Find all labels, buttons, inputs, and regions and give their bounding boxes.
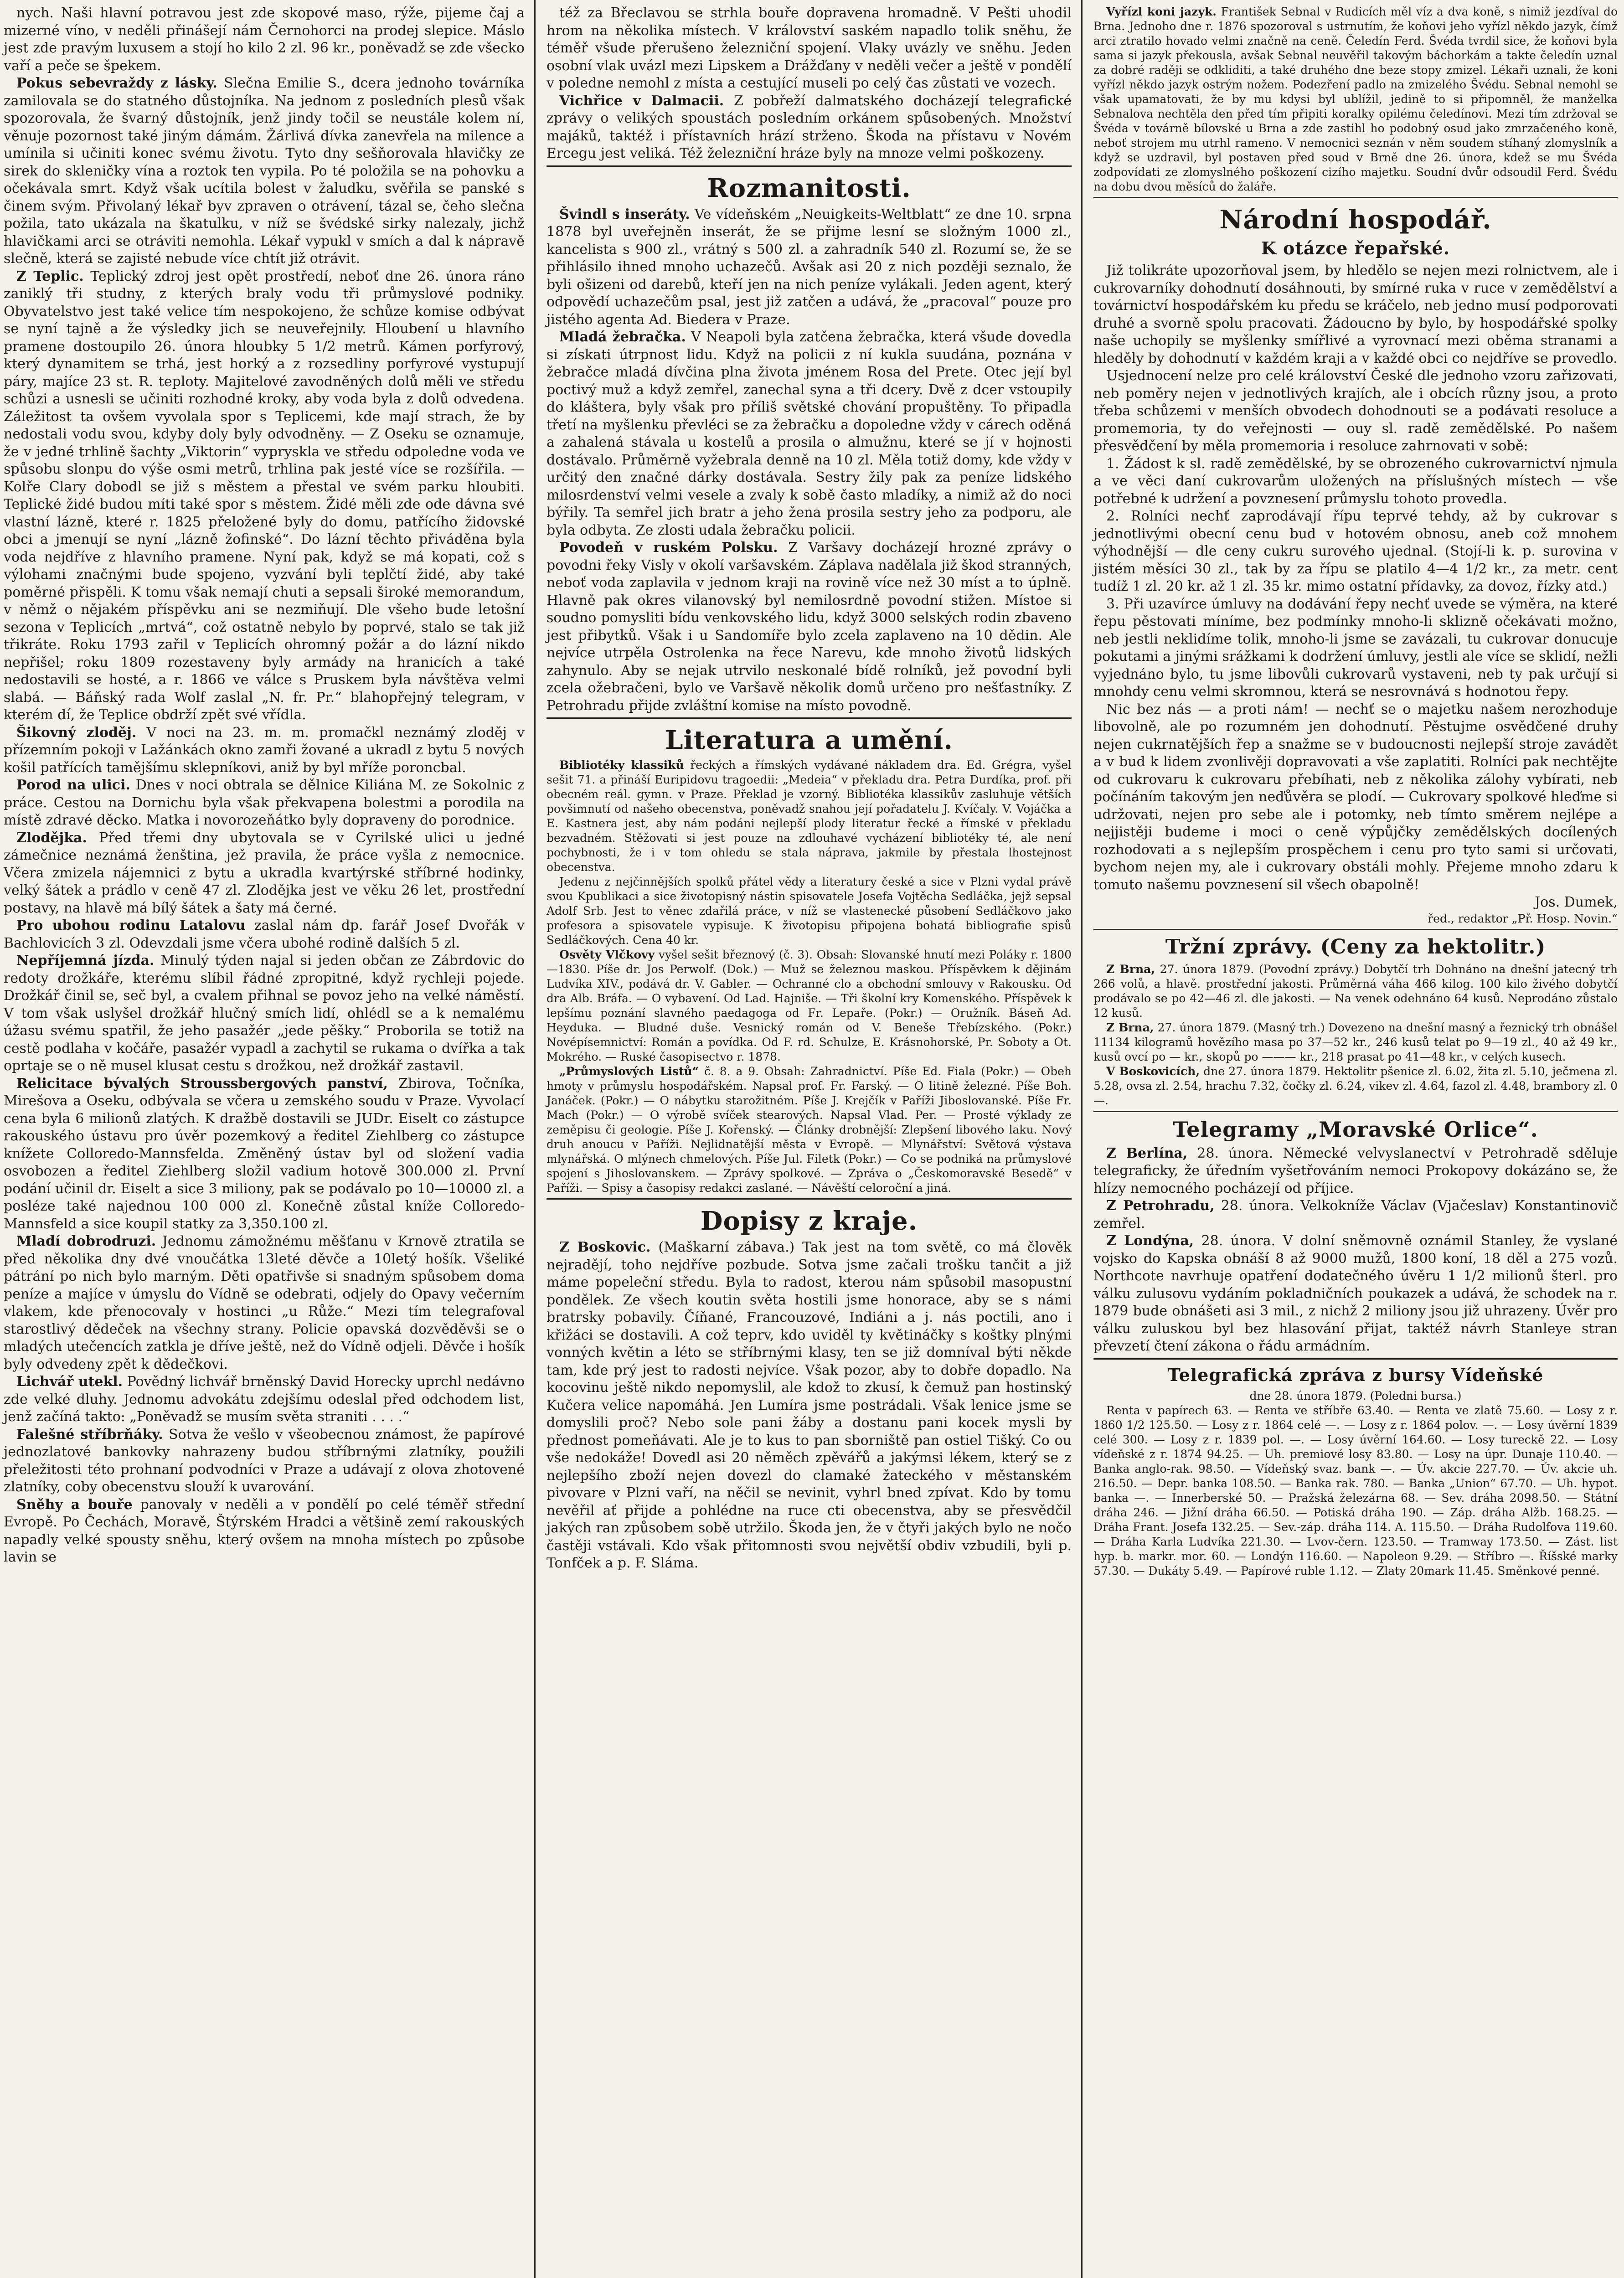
- section-divider: [1093, 1111, 1618, 1112]
- column-divider: [1081, 0, 1083, 2278]
- author-signature: Jos. Dumek,: [1535, 894, 1618, 910]
- news-item: [4, 75, 525, 268]
- news-item-headline: Mladí dobrodruzi.: [16, 1233, 156, 1249]
- news-item-text: vyšel sešit březnový (č. 3). Obsah: Slovanské hnutí mezi Poláky r. 1800—1830. Píše dr. Jos Perwolf. (Dok.) — Muž se železnou maskou. Příspěvkem k dějinám Ludvíka XIV., podává dr. V. Gabler. — Ochranné clo a obchodní smlouvy v Rakousku. Od dra Alb. Bráfa. — O vybavení. Od Lad. Hajniše. — Tři školní kry Komenského. Příspěvek k lepšímu poznání slavného paedagoga od Fr. Lepaře. (Pokr.) — Oružník. Báseň Ad. Heyduka. — Bludné duše. Vesnický román od V. Beneše Třebízského. (Pokr.) Novépísemnictví: Román a povídka. Od F. rd. Schulze, E. Krásnohorské, Pr. Soboty a Ot. Mokrého. — Ruské časopisectvo r. 1878.: [546, 948, 1072, 1063]
- article-subtitle: K otázce řepařské.: [1261, 238, 1450, 258]
- news-item-headline: Sněhy a bouře: [16, 1496, 133, 1513]
- news-item-text: Minulý týden najal si jeden občan ze Zábrdovic do redoty drožkáře, kterému slíbil řádné zpropitné, když rychleji pojede. Drožkář činil se, seč byl, a cvalem přihnal se povoz jeho na velké náměstí. V tom však uslyšel drožkář hlučný smích lidí, ohlédl se a k nemalému úžasu svému spatřil, že jeho pasažér „jede pěšky.“ Proborila se totiž na cestě podlaha v kočáře, pasažér vypadl a zachytil se rukama o dvířka a tak oprtaje se o ně musel klusat cestu s drožkou, než drožkář zastavil.: [4, 953, 525, 1074]
- section-title-stock-exchange: Telegrafická zpráva z bursy Vídeňské: [1167, 1364, 1544, 1385]
- news-item: [4, 5, 525, 75]
- news-item: [4, 917, 525, 952]
- news-item-text: č. 8. a 9. Obsah: Zahradnictví. Píše Ed. Fiala (Pokr.) — Obeh hmoty v průmyslu hospodářském. Napsal prof. Fr. Farský. — O litině železné. Píše Boh. Janáček. (Pokr.) — O nábytku starožitném. Píše J. Krejčík v Paříži Jiboslovanské. Píše Fr. Mach (Pokr.) — O výrobě svíček stearových. Napsal Vlad. Per. — Prosté výklady ze zeměpisu či geologie. Píše J. Kořenský. — Články drobnější: Zlepšení libového laku. Nový druh anoucu v Paříži. Nejlidnatější města v Evropě. — Mlynářství: Světová výstava mlynářská. O mlýnech chmelových. Píše Jul. Filetk (Pokr.) — Co se podniká na průmyslové spojení s Jihoslovanskem. — Zprávy spolkové. — Zpráva o „Českomoravské Besedě“ v Paříži. — Spisy a časopisy redakci zaslané. — Návěští celoroční a jiná.: [546, 1065, 1072, 1195]
- news-item-text: Před třemi dny ubytovala se v Cyrilské ulici u jedné zámečnice neznámá ženština, jež pravila, že práce vyšla z nemocnice. Včera zmizela nájemnici z bytu a ukradla kvartýrské stříbrné hodinky, velký šátek a prádlo v ceně 47 zl. Zlodějka jest ve věku 26 let, prostřední postavy, na hlavě má bílý šátek a šaty má černé.: [4, 830, 525, 916]
- news-item-headline: Povodeň v ruském Polsku.: [559, 540, 778, 556]
- section-title-literature: Literatura a umění.: [665, 725, 953, 755]
- news-item: [4, 268, 525, 724]
- section-divider: [546, 165, 1072, 167]
- news-item-text: řeckých a římských vydávané nákladem dra. Ed. Grégra, vyšel sešit 71. a přináší Euripidovu tragoedii: „Medeia“ v překladu dra. Petra Durdíka, prof. při obecném reál. gymn. v Praze. Překlad je vzorný. Bibliotéka klassikův zasluhuje větších povšimnutí od našeho obecenstva, poněvadž snahou její pořadatelu J. Kvíčaly. V. Vojáčka a E. Kastnera jest, aby nám podáni nejlepší plody literatur řecké a římské v překladu bezvadném. Stěžovati si jest pouze na zdlouhavé vycházení bibliotéky té, ale není pochybnosti, že i v tom ohledu se stala náprava, jakmile by přestala lhostejnost obecenstva.: [546, 758, 1072, 874]
- news-item-text: (Maškarní zábava.) Tak jest na tom světě, co má člověk nejradějí, toho nejdříve pozbude. Sotva jsme začali trošku tančit a již máme popeleční středu. Byla to radost, kterou nám spůsobil masopustní pondělek. Ze všech koutin světa hostili jsme honorace, aby se s námi bratrsky pobavily. Číňané, Francouzové, Indiáni a j. nás poctili, ano i křižáci se dostavili. A což teprv, kdo uviděl ty květináčky s koštky plnými vonných květin a léto se stříbrnými klasy, ten se již domníval býti někde tam, kde prý jest to radosti nejvíce. Však pozor, aby to dobře dopadlo. Na kocovinu ještě nikdo nepomyslil, ale kdož to zkusí, k čemuž pan hostinský Kučera velice napomáhá. Jen Lumíra jsme postrádali. Však lenice jsme se domyslili proč? Nebo sole pani žáby a dostanu pani kocek mysli by přednost pomeňávati. Ale je to kus to pan sborniště pan ostiel Tišký. Co ou vše nedokáže! Dovedl asi 20 něměch zpěvářů a jakýmsi lékem, který se z nejlepšího zboží nejen dovezl do clamaké žateckého v městanském pivovare v Plzni vaří, na něčil se nevinit, vyhrl bned zpívat. Kdo by tomu nevěřil ať přijde a pohlédne na ruce cti obecenstva, aby se přesvědčil jakých ran způsobem sobě utržilo. Škoda jen, že v čtyři jakých bylo ne nočo častěji vstávali. Kdo však přitomnosti svou největší obdiv vzbudili, byli p. Tonfček a p. F. Sláma.: [546, 1239, 1072, 1571]
- news-item: [1093, 1064, 1618, 1108]
- section-title-market-reports: Tržní zprávy. (Ceny za hektolitr.): [1165, 935, 1546, 959]
- news-item: [1093, 1232, 1618, 1355]
- news-item-headline: Relicitace bývalých Stroussbergových panství,: [16, 1075, 388, 1092]
- news-item-headline: V Boskovicích,: [1106, 1064, 1200, 1078]
- news-item: [1093, 1020, 1618, 1064]
- article-paragraph: Usjednocení nelze pro celé království České dle jednoho vzoru zařizovati, neb poměry nejen v jednotlivých krajích, ale i obcích různy jsou, a proto třeba schůzemi v menších obvodech dohodnouti se a podávati resoluce a promemoria, ty do veřejnosti — ouy sl. radě zemědělské. Po našem přesvědčení by měla promemoria i resoluce zahrnovati v sobě:: [1093, 368, 1618, 454]
- section-divider: [546, 1198, 1072, 1200]
- news-item: [546, 948, 1072, 1064]
- news-item-headline: Mladá žebračka.: [559, 329, 686, 345]
- news-item-headline: Z Brna,: [1106, 1020, 1154, 1034]
- news-item-text: 27. února 1879. (Povodní zprávy.) Dobytčí trh Dohnáno na dnešní jatecný trh 266 volů, a hlavě. prostřední jakosti. Průměrná váha 466 kilog. 100 kilo živého dobytčí prodávalo se po 42—46 zl. dle jakosti. — Na venek odehnáno 64 kusů. Neprodáno zůstalo 12 kusů.: [1093, 962, 1618, 1020]
- news-item: [546, 875, 1072, 948]
- news-item-headline: Z Brna,: [1106, 962, 1155, 976]
- news-item-text: zaslal nám dp. farář Josef Dvořák v Bachlovicích 3 zl. Odevzdali jsme včera ubohé rodině dalších 5 zl.: [4, 917, 525, 951]
- news-item: [1093, 5, 1618, 194]
- news-item-text: Povědný lichvář brněnský David Horecky uprchl nedávno zde velké dluhy. Jednomu advokátu zdejšímu odeslal před odchodem list, jenž začíná takto: „Poněvadž se musím světa straniti . . . .“: [4, 1374, 525, 1425]
- news-item-text: Teplický zdroj jest opět prostředí, neboť dne 26. února ráno zaniklý tři studny, z kterých braly vodu tři průmyslové podniky. Obyvatelstvo jest také velice tím nespokojeno, že schůze komise odbývat se nyní tajně a že výsledky jich se neuveřejnily. Hloubení u hlavního pramene dostoupilo 26. února hloubky 5 1/2 metrů. Kámen porfyrový, který dynamitem se trhá, jest horký a z rozsedliny porfyrové vystupují páry, majíce 23 st. R. teploty. Majitelové zavodněných dolů měli ve středu schůzi a usnesli se učiniti rozhodné kroky, aby voda byla z dolů odvedena. Záležitost ta ovšem vyvolala spor s Teplicemi, kde mají strach, že by nedostali vodu svou, kdyby doly byly odvodněny. — Z Oseku se oznamuje, že v jedné trhlině šachty „Viktorin“ vypryskla ve středu odpoledne voda ve spůsobu slonpu do výše osmi metrů, trhlina pak jesté více se rozšířila. — Kolře Clary dobodl se již s městem a přestal ve svém parku hloubiti. Teplické židé budou míti také spor s městem. Židé měli zde ode dávna své vlastní lázně, které r. 1825 přeložené byly do domu, patřícího židovské obci a jmenují se nyní „lázně žofinské“. Do lázní těchto přiváděna byla voda nejdříve z hlavního pramene. Nyní pak, když se má kopati, což s výlohami značnými bude spojeno, vyzvání byli teplčtí židé, aby také poměrné přispěli. K tomu však nemají chuti a sepsali široké memorandum, v němž o nějakém příspěvku ani se nezmiňují. Dle všeho bude letošní sezona v Teplicích „mrtvá“, což ostatně nebylo by poprvé, stalo se tak již třikráte. Roku 1793 zařil v Teplicích ohromný požár a do lázní nikdo nepřišel; roku 1809 rozestaveny byly armády na hranicích a také nedostavili se hosté, a r. 1866 ve válce s Pruskem byla návštěva velmi slabá. — Báňský rada Wolf zaslal „N. fr. Pr.“ blahopřejný telegram, v kterém dí, že Teplice obdrží zpět své vřídla.: [4, 268, 525, 723]
- news-item-headline: Z Boskovic.: [559, 1239, 651, 1255]
- article-paragraph: Nic bez nás — a proti nám! — nechť se o majetku našem nerozhoduje libovolně, ale po rozumném jen dohodnutí. Pěstujme osvědčené druhy nejen cukrnatějších řep a snažme se v budoucnosti nejlepší stroje zavádět a v bud k lidem zvonlivěji dopravovati a vše zaplatiti. Rolníci pak nechtějte od cukrovaru k cukrovaru přebíhati, neb z několika zálohy vybírati, neb počínáním takovým jen neďůvěra se plodí. — Cukrovary spolkové hleďme si udržovati, nejen pro sebe ale i potomky, neb tímto směrem nejlépe a nejjistěji budeme i moci o ceně výpůjčky zemědělských docílených rozhodovati a s nejlepším prospěchem i cenu pro tyto sami si určovati, bychom nejen my, ale i cukrovary obstáli mohly. Přejeme mnoho zdaru k tomuto našemu povznesení sil všech obapolně!: [1093, 701, 1618, 893]
- section-divider: [1093, 1358, 1618, 1360]
- news-item-text: Slečna Emilie S., dcera jednoho továrníka zamilovala se do statného důstojníka. Na jednom z posledních plesů však spozorovala, že švarný důstojník, jenž jindy točil se neustále kolem ní, věnuje pozornost také jiným dámám. Žárlivá dívka zanevřela na milence a umínila si učiniti konec svému životu. Tyto dny sešňorovala hlavičky ze sirek do skleničky vína a roztok ten vypila. Po té položila se na pohovku a očekávala smrt. Když však ucítila bolest v žaludku, svěřila se panské s činem svým. Přivolaný lékař byv zpraven o otrávení, tázal se, čeho slečna požila, tato ukázala na škatulku, v níž se švédské sirky nalezaly, jichž hlavičkami arci se otráviti nemohla. Lékař vypukl v smích a dal k nápravě slečně, která se zajisté nebude více chtít již otrávit.: [4, 75, 525, 267]
- section-title-regional-letters: Dopisy z kraje.: [700, 1206, 918, 1236]
- news-item: [4, 830, 525, 917]
- news-item-text: Ve vídeňském „Neuigkeits-Weltblatt“ ze dne 10. srpna 1878 byl uveřejněn inserát, že se přijme lesní se složným 1000 zl., kancelista s 900 zl., vrátný s 500 zl. a zahradník 540 zl. Rozumí se, že se přihlásilo ihned mnoho uchazečů. Avšak asi 20 z nich později seznalo, že byli ošizeni od darebů, kteří jen na nich peníze vylákali. Jeden agent, který odpovědí uchazečům psal, jest již zatčen a udává, že „pracoval“ pouze pro jistého agenta Ad. Biedera v Praze.: [546, 206, 1072, 328]
- news-item-text: dne 27. února 1879. Hektolitr pšenice zl. 6.02, žita zl. 5.10, ječmena zl. 5.28, ovsa zl. 2.54, hrachu 7.32, čočky zl. 6.24, vikev zl. 4.64, fazol zl. 4.48, brambory zl. 0—.: [1093, 1064, 1618, 1107]
- column-divider: [534, 0, 536, 2278]
- news-item-text: 28. února. Německé velvyslanectví v Petrohradě sděluje telegraficky, že úředním vyšetřováním nemoci Prokopovy dokázáno se, že hlízy nemocného pocházejí od příjice.: [1093, 1145, 1618, 1196]
- news-item-headline: Z Londýna,: [1106, 1233, 1194, 1249]
- section-divider: [1093, 197, 1618, 198]
- news-item-headline: Lichvář utekl.: [16, 1374, 123, 1390]
- news-item: [546, 93, 1072, 163]
- section-title-miscellany: Rozmanitosti.: [707, 173, 911, 203]
- news-item-headline: „Průmyslových Listů“: [559, 1065, 699, 1078]
- news-item: [546, 539, 1072, 715]
- news-item: [4, 777, 525, 830]
- article-paragraph: Již tolikráte upozorňoval jsem, by hledělo se nejen mezi rolnictvem, ale i cukrovarníky dohodnutí dosáhnouti, by smírné ruka v ruce v zemědělství a továrnictví hospodářském ku předu se kráčelo, neb jedno musí podporovati druhé a svorně spolu pracovati. Žádoucno by bylo, by hospodářské spolky naše uchopily se myšlenky smířlivé a vyrovnací mezi oběma stranami a hleděly by dohodnutí v každém kraji a v každé obci co nejdříve se provedlo.: [1093, 263, 1618, 366]
- news-item: [546, 1064, 1072, 1196]
- news-item-headline: Švindl s inseráty.: [559, 206, 690, 222]
- column-economy: [1087, 0, 1624, 2278]
- news-item-headline: Zlodějka.: [16, 830, 87, 846]
- column-miscellany: [540, 0, 1078, 2278]
- news-item-text: Sotva že vešlo v všeobecnou známost, že papírové jednozlatové bankovky nahrazeny budou stříbrnými zlatníky, použili přeležitosti této prohnaní podvodníci v Praze a udávají z olova zhotovené zlatníky, coby obecenstvu slouží k uvarování.: [4, 1426, 525, 1495]
- news-item: [546, 1239, 1072, 1572]
- news-item-text: panovaly v neděli a v pondělí po celé téměř střední Evropě. Po Čechách, Moravě, Štýrském Hradci a většině zemí rakouských napadly velké spousty sněhu, který ovšem na mnoha místech po způsobe lavin se: [4, 1496, 525, 1565]
- news-item-text: Jedenu z nejčinnějších spolků přátel vědy a literatury české a sice v Plzni vydal právě svou Kpublikaci a sice životopisný nástin spisovatele Josefa Vojtěcha Sedláčka, jejž sepsal Adolf Srb. Jest to věnec zdařilá práce, v níž se vlastenecké působení Sedláčkovo jako profesora a spisovatele vypisuje. K životopisu připojena bohatá bibliografie spisů Sedláčkových. Cena 40 kr.: [546, 875, 1072, 947]
- article-paragraph: 2. Rolníci nechť zaprodávají řípu teprvé tehdy, až by cukrovar s jednotlivými obecní cenu bud v hotovém obnosu, aneb což mnohem výhodnější — dle ceny cukru surového ujednal. (Stojí-li k. p. surovina v jistém měsíci 30 zl., tak by za řípu se platilo 4—4 1/2 kr., za metr. cent tudíž 1 zl. 20 kr. až 1 zl. 35 kr. mimo ostatní přídavky, za dovoz, řízky atd.): [1093, 508, 1618, 594]
- news-item: [1093, 962, 1618, 1020]
- news-item-headline: Pokus sebevraždy z lásky.: [16, 75, 217, 91]
- stock-exchange-quotes: Renta v papírech 63. — Renta ve stříbře 63.40. — Renta ve zlatě 75.60. — Losy z r. 1860 1/2 125.50. — Losy z r. 1864 celé —. — Losy z r. 1864 polov. —. — Losy úvěrní 1839 celé 300. — Losy z r. 1839 pol. —. — Losy úvěrní 164.60. — Losy tureckě 22. — Losy vídeňské z r. 1874 94.25. — Uh. premiové losy 83.80. — Losy na úpr. Dunaje 110.40. — Banka anglo-rak. 98.50. — Vídeňský svaz. bank —. — Úv. akcie 227.70. — Úv. akcie uh. 216.50. — Depr. banka 108.50. — Banka rak. 780. — Banka „Union“ 67.70. — Uh. hypot. banka —. — Innerberské 50. — Pražská železárna 68. — Sev. dráha 2098.50. — Státní dráha 246. — Jižní dráha 66.50. — Potiská dráha 190. — Záp. dráha Alžb. 168.25. — Dráha Frant. Josefa 132.25. — Sev.-záp. dráha 114. A. 115.50. — Dráha Rudolfova 119.60. — Dráha Karla Ludvíka 221.30. — Lvov-čern. 123.50. — Tramway 173.50. — Zást. list hyp. b. markr. mor. 60. — Londýn 116.60. — Napoleon 9.29. — Stříbro —. Říšské marky 57.30. — Dukáty 5.49. — Papírové ruble 1.12. — Zlaty 20mark 11.45. Směnkové penné.: [1093, 1403, 1618, 1577]
- section-divider: [546, 717, 1072, 719]
- news-item-text: Dnes v noci obtrala se dělnice Kiliána M. ze Sokolnic z práce. Cestou na Dornichu byla však překvapena bolestmi a porodila na místě zdravé děcko. Matka i novorozeňátko byly dopraveny do porodnice.: [4, 777, 525, 828]
- news-item-headline: Nepříjemná jízda.: [16, 953, 155, 969]
- news-item: [4, 1373, 525, 1426]
- news-item-headline: Vichřice v Dalmacii.: [559, 93, 724, 109]
- news-item: [1093, 1197, 1618, 1232]
- news-item-text: Zbirova, Točníka, Mirešova a Oseku, odbývala se včera u zemského soudu v Praze. Vyvolací cena byla 6 milionů zlatých. K dražbě dostavili se JUDr. Eiselt co zástupce rakouského ústavu pro úvěr pozemkový a ředitel Ziehlberg co zástupce knížete Colloredo-Mannsfelda. Změněný ústav byl od složení vadia osvobozen a ředitel Ziehlberg složil vadium hotově 300.000 zl. První podání učinil dr. Eiselt a sice 3 miliony, pak se podávalo po 10—10000 zl. a posléze také najednou 100 000 zl. Konečně zůstal kníže Colloredo-Mannsfeld a sice koupil statky za 3,350.100 zl.: [4, 1075, 525, 1232]
- news-item-text: František Sebnal v Rudicích měl víz a dva koně, s nimiž jezdíval do Brna. Jednoho dne r. 1876 spozoroval s ustrnutím, že koňovi jeho vyřízl někdo jazyk, čímž arci ztratilo hovado velmi značně na ceně. Čeledín Ferd. Švéda tvrdil sice, že koňovi byla sama si jazyk překousla, avšak Sebnal neuvěřil takovým báchorkám a takte čeledín uznal za dobré raději se odkliditi, a také druhého dne beze stopy zmizel. Lékaři uznali, že koni vyřízl někdo jazyk ostrým nožem. Podezření padlo na zmizelého Švédu. Sebnal nemohl se však upamatovati, že by mu kdysi byl ublížil, jedině to si připomněl, že manželka Sebnalova nechtěla den před tím připiti koralky opilému čeledínovi. Mezi tím zdržoval se Švéda v továrně bílovské u Brna a zde zastihl ho podobný osud jako zmrzačeného koně, neboť strojem mu utrhl rameno. V nemocnici seznán v něm soudem stíhaný zlomyslník a když se uzdravil, byl postaven před soud v Brně dne 26. února, kdež se mu Švéda zodpovídati ze zlomyslného poškození cizího majetku. Soudní dvůr odsoudil Ferd. Švédu na dobu dvou měsíců do žaláře.: [1093, 5, 1618, 193]
- news-item-text: Z pobřeží dalmatského docházejí telegrafické zprávy o velikých spoustách posledním orkánem spůsobených. Množství majáků, taktéž i přístavních hrází strženo. Škoda na přístavu v Novém Ercegu jest veliká. Též železniční hráze byly na mnoze velmi poškozeny.: [546, 93, 1072, 161]
- news-item-headline: Z Berlína,: [1106, 1145, 1188, 1161]
- section-title-telegrams: Telegramy „Moravské Orlice“.: [1173, 1117, 1538, 1142]
- article-paragraph: 1. Žádost k sl. radě zemědělské, by se obrozeného cukrovarnictví njmula a ve věci daní cukrovarům uložených na příslušných místech — vše potřebné k udržení a povznesení průmyslu tohoto provedla.: [1093, 455, 1618, 507]
- news-item-text: 27. února 1879. (Masný trh.) Dovezeno na dnešní masný a řeznický trh obnášel 11134 kilogramů hovězího masa po 37—52 kr., 246 kusů telat po 9—19 zl., 40 až 49 kr., kusů ovcí po — kr., skopů po ——— kr., 218 prasat po 41—48 kr., v celých kusech.: [1093, 1020, 1618, 1063]
- news-item: [546, 206, 1072, 329]
- column-local-news: [0, 0, 531, 2278]
- news-item-text: 28. února. Velkokníže Václav (Vjačeslav) Konstantinovič zemřel.: [1093, 1198, 1618, 1232]
- news-item: [1093, 1145, 1618, 1198]
- news-item-headline: Vyřízl koni jazyk.: [1106, 5, 1217, 18]
- news-item: [4, 1075, 525, 1233]
- author-affiliation: řed., redaktor „Př. Hosp. Novin.“: [1428, 912, 1618, 925]
- news-item-text: 28. února. V dolní sněmovně oznámil Stanley, že vyslané vojsko do Kapska obnáší 8 až 9000 mužů, 1800 koní, 18 děl a 275 vozů. Northcote navrhuje opatření dodatečného úvěru 1 1/2 milionů šterl. pro válku zulusovu vydáním pokladničních poukazek a udává, že schodek na r. 1879 bude obnášeti asi 3 mil., z nichž 2 miliony jsou již uhrazeny. Úvěr pro válku zuluskou byl bez hlasování přijat, taktéž návrh Stanleye stran převzetí čtení zákona o řádu armádním.: [1093, 1233, 1618, 1354]
- news-item-headline: Šikovný zloděj.: [16, 724, 137, 741]
- news-item-headline: Falešné stříbrňáky.: [16, 1426, 163, 1443]
- continued-paragraph: též za Břeclavou se strhla bouře dopravena hromadně. V Pešti uhodil hrom na několika místech. V království saském napadlo tolik sněhu, že téměř všude přerušeno železniční spojení. Vlaky uvázly ve sněhu. Jeden osobní vlak uvázl mezi Lipskem a Drážďany v neděli večer a ještě v pondělí v poledne nemohl z místa a cestující museli po celý čas zůstati ve vozech.: [546, 5, 1072, 91]
- news-item-headline: Osvěty Vlčkovy: [559, 948, 655, 961]
- news-item-headline: Z Petrohradu,: [1106, 1198, 1215, 1214]
- news-item: [4, 1233, 525, 1373]
- news-item-headline: Z Teplic.: [16, 268, 84, 284]
- news-item-headline: Bibliotéky klassiků: [559, 758, 684, 772]
- news-item-headline: Pro ubohou rodinu Latalovu: [16, 917, 246, 933]
- news-item-text: V Neapoli byla zatčena žebračka, která všude dovedla si získati útrpnost lidu. Když na policii z ní kukla suudána, poznána v žebračce mladá dívčina plna života jménem Rosa del Prete. Otec její byl poctivý muž a když zemřel, zanechal syna a tři dcery. Dvě z dcer vstoupily do kláštera, byly však pro příliš světské chování propuštěny. To připadla třetí na myšlenku převléci se za žebračku a dopoledne vždy v cárech oděná a zahalená stávala u kostelů a prosila o almužnu, které se jí v hojnosti dostávalo. Průměrně vyžebrala denně na 10 zl. Měla totiž domy, kde vždy v určitý den značné dárky dostávala. Sestry žily pak za peníze lidského milosrdenství velmi vesele a zvaly k sobě často mladíky, a nimiž až do noci býřily. Ta semřel jich bratr a jeho žena prosila sestry jeho za podporu, ale byla odbyta. Ze zlosti udala žebračku policii.: [546, 329, 1072, 538]
- news-item: [546, 329, 1072, 539]
- news-item-text: Jednomu zámožnému měšťanu v Krnově ztratila se před několika dny dvé vnoučátka 13leté děvče a 10letý hošík. Všeliké pátrání po nich bylo marným. Děti opatřivše si snadným spůsobem doma peníze a majíce v úmyslu do Vídně se odebrati, odjely do Opavy večerním vlakem, kde přenocovaly v hostinci „u Růže.“ Mezi tím telegrafoval starostlivý dědeček na všechny strany. Policie opavská dozvěděvši se o mladých utečencích zatkla je dříve ještě, než do Vídně odjeli. Děvče i hošík byly odvedeny zpět k dědečkovi.: [4, 1233, 525, 1372]
- stock-exchange-date: dne 28. února 1879. (Poledni bursa.): [1249, 1389, 1462, 1402]
- section-title-national-economist: Národní hospodář.: [1219, 205, 1492, 235]
- news-item: [546, 758, 1072, 875]
- news-item: [4, 724, 525, 777]
- news-item-text: nych. Naši hlavní potravou jest zde skopové maso, rýže, pijeme čaj a mizerné víno, v neděli přinášejí nám Černohorci na prodej slepice. Máslo jest zde pravým luxusem a stojí ho kilo 2 zl. 96 kr., poněvadž se zde všecko vaří a peče se špekem.: [4, 5, 525, 74]
- news-item-text: V noci na 23. m. m. promačkl neznámý zloděj v přízemním pokoji v Lažánkách okno zamři žované a ukradl z bytu 5 nových košil patřících tamějšímu sklepníkovi, aniž by byl mříže poroncbal.: [4, 724, 525, 776]
- section-divider: [1093, 929, 1618, 930]
- news-item: [4, 952, 525, 1075]
- news-item: [4, 1426, 525, 1496]
- article-paragraph: 3. Při uzavírce úmluvy na dodávání řepy nechť uvede se výměra, na které řepu pěstovati míníme, bez podmínky mnoho-li sklizně očekávati možno, neb jestli neklidíme tolik, mnoho-li jsme se zavázali, tu cukrovar donucuje pokutami a jinými srážkami k dodržení úmluvy, jestli ale více se sklidí, nežli vyjednáno bylo, tu jsme libovůli cukrovarů vystaveni, neb ty pak určují si mnohdy cenu velmi skromnou, která se nesrovnává s hodnotou řepy.: [1093, 596, 1618, 700]
- news-item-headline: Porod na ulici.: [16, 777, 130, 793]
- news-item: [4, 1496, 525, 1567]
- news-item-text: Z Varšavy docházejí hrozné zprávy o povodni řeky Visly v okolí varšavském. Záplava nadělala již škod stranných, neboť voda zaplavila v jednom kraji na rovině více než 30 míst a to úplně. Hlavně pak okres vilanovský byl nemilosrdně povodní stižen. Místoe si soudno pomysliti bídu venkovského lidu, když 3000 selských rodin zbaveno jest přibytků. Však i u Sandomíře bylo zcela zaplaveno na 10 dědin. Ale nejvíce utrpěla Ostrolenka na řece Narevu, kde mnoho životů lidských zahynulo. Aby se nejak utrvilo neskonalé bídě rolníků, jež povodní byli zcela ožebračeni, bylo ve Varšavě několik domů určeno pro nešťastníky. Z Petrohradu přijde zvláštní komise na místo povodně.: [546, 540, 1072, 714]
